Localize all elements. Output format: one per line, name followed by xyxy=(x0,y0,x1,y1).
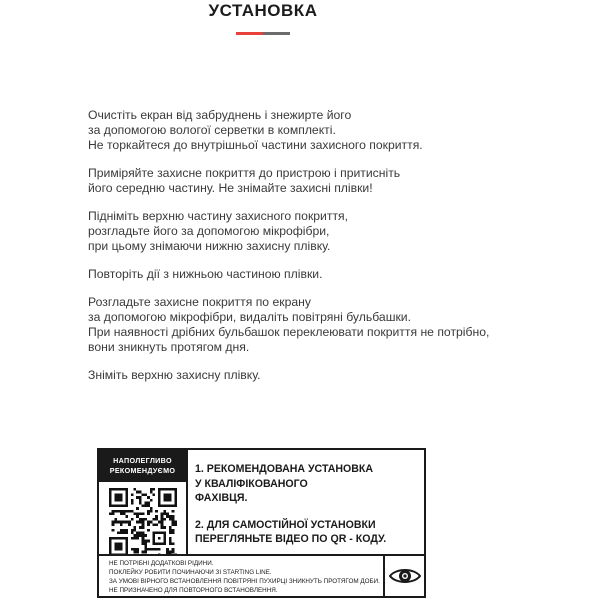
instruction-line: Повторіть дії з нижньою частиною плівки. xyxy=(88,267,323,281)
title-underline-gray xyxy=(263,32,290,35)
instruction-line: Зніміть верхню захисну плівку. xyxy=(88,368,261,382)
instruction-line: при цьому знімаючи нижню захисну плівку. xyxy=(88,239,331,253)
disclaimer-line: НЕ ПОТРІБНІ ДОДАТКОВІ РІДИНИ. xyxy=(109,560,214,567)
step-line: ПЕРЕГЛЯНЬТЕ ВІДЕО ПО QR - КОДУ. xyxy=(195,533,387,545)
instruction-step xyxy=(88,267,558,282)
instructions-block xyxy=(88,108,558,396)
instruction-line: за допомогою мікрофібри, видаліть повітряні бульбашки. xyxy=(88,310,412,324)
step-line: У КВАЛІФІКОВАНОГО xyxy=(195,477,308,490)
vertical-divider xyxy=(186,450,188,554)
instruction-line: його середню частину. Не знімайте захисні плівки! xyxy=(88,181,373,195)
title-underline xyxy=(236,32,290,35)
instruction-step xyxy=(88,209,558,254)
page-title: УСТАНОВКА xyxy=(208,1,318,20)
eye-icon xyxy=(389,566,421,586)
eye-icon-cell xyxy=(383,556,424,596)
instruction-line: Очистіть екран від забруднень і знежирте його xyxy=(88,108,352,122)
instruction-line: Розгладьте захисне покриття по екрану xyxy=(88,295,311,309)
disclaimer-line: НЕ ПРИЗНАЧЕНО ДЛЯ ПОВТОРНОГО ВСТАНОВЛЕННЯ. xyxy=(109,587,278,594)
step-line: 2. ДЛЯ САМОСТІЙНОЇ УСТАНОВКИ xyxy=(195,518,376,531)
instruction-step xyxy=(88,166,558,196)
recommend-badge xyxy=(99,450,186,482)
badge-line: РЕКОМЕНДУЄМО xyxy=(109,466,176,475)
title-underline-red xyxy=(236,32,263,35)
step-line: 1. РЕКОМЕНДОВАНА УСТАНОВКА xyxy=(195,463,374,475)
instruction-line: Приміряйте захисне покриття до пристрою і притисніть xyxy=(88,166,401,180)
instruction-line: вони зникнуть протягом дня. xyxy=(88,340,250,354)
recommendation-step-1 xyxy=(195,462,420,506)
step-line: ФАХІВЦЯ. xyxy=(195,492,248,504)
instruction-line: Не торкайтеся до внутрішньої частини захисного покриття. xyxy=(88,138,423,152)
instruction-line: розгладьте його за допомогою мікрофібри, xyxy=(88,224,330,238)
recommendation-steps xyxy=(195,462,420,559)
recommendation-box xyxy=(97,448,426,598)
instruction-step xyxy=(88,108,558,153)
disclaimer-line: ПОКЛЕЙКУ РОБИТИ ПОЧИНАЮЧИ ЗІ STARTING LINE. xyxy=(109,569,272,576)
badge-line: НАПОЛЕГЛИВО xyxy=(113,456,172,465)
instruction-line: При наявності дрібних бульбашок переклеювати покриття не потрібно, xyxy=(88,325,490,339)
disclaimer-line: ЗА УМОВІ ВІРНОГО ВСТАНОВЛЕННЯ ПОВІТРЯНІ ПУХИРЦІ ЗНИКНУТЬ ПРОТЯГОМ ДОБИ. xyxy=(109,578,380,585)
instruction-step xyxy=(88,368,558,383)
qr-code-icon[interactable] xyxy=(109,488,177,556)
instruction-line: за допомогою вологої серветки в комплекті. xyxy=(88,123,336,137)
instruction-step xyxy=(88,295,558,355)
disclaimer-text xyxy=(109,559,384,595)
instruction-line: Підніміть верхню частину захисного покриття, xyxy=(88,209,349,223)
recommendation-step-2 xyxy=(195,518,420,547)
